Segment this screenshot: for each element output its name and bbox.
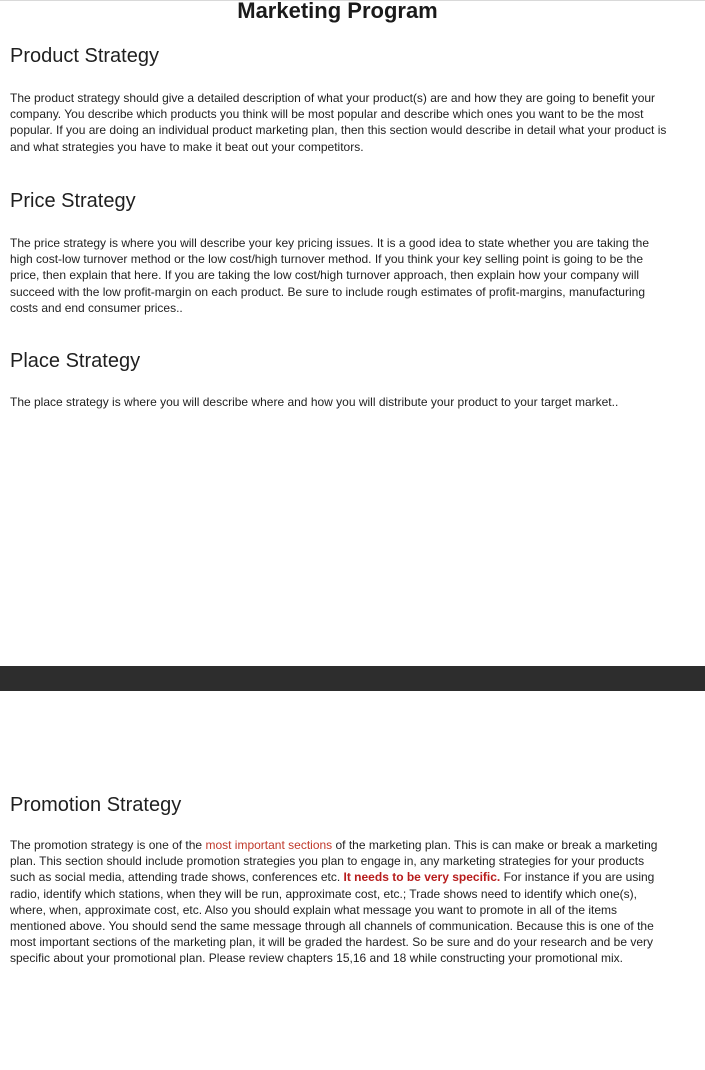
product-strategy-body: The product strategy should give a detailed description of what your product(s) are and how they are going to benefit your company. You describe which products you think will be most popular and describe which ones you want to be the most popular. If you are doing an individual product marketing plan, then this section would describe in detail what your product is and what strategies you have to make it beat out your competitors. — [10, 91, 667, 154]
place-strategy-heading: Place Strategy — [10, 350, 141, 372]
page-separator — [0, 666, 705, 691]
promotion-strategy-heading: Promotion Strategy — [10, 794, 182, 816]
price-strategy-body: The price strategy is where you will describe your key pricing issues. It is a good idea to state whether you are taking the high cost-low turnover method or the low cost/high turnover method. If you think your key selling point is going to be the price, then explain that here. If you are taking the low cost/high turnover approach, then explain how your company will succeed with the low profit-margin on each product. Be sure to include rough estimates of profit-margins, manufacturing costs and end consumer prices.. — [10, 236, 649, 315]
document-title: Marketing Program — [237, 0, 438, 23]
promotion-highlight-text: most important sections — [205, 838, 333, 852]
promotion-body-part-1: The promotion strategy is one of the — [10, 838, 206, 852]
promotion-strategy-body — [10, 837, 670, 967]
promotion-body-part-2: of the marketing plan. This is can make or break a marketing plan. This section should include promotion strategies you plan to engage in, any marketing strategies for your products such as social media, attending trade shows, conferences etc. — [10, 838, 658, 885]
document-page-2 — [0, 691, 705, 1070]
place-strategy-body: The place strategy is where you will describe where and how you will distribute your product to your target market.. — [10, 395, 619, 409]
promotion-emphasis-text: It needs to be very specific. — [343, 870, 501, 885]
price-strategy-heading: Price Strategy — [10, 190, 136, 212]
promotion-body-part-3: For instance if you are using radio, identify which stations, when they will be run, approximate cost, etc.; Trade shows need to identify which one(s), where, when, approximate cost, etc. Also you should explain what message you want to promote in all of the items mentioned above. You should send the same message through all channels of communication. Because this is one of the most important sections of the marketing plan, it will be graded the hardest. So be sure and do your research and be very specific about your promotional plan. Please review chapters 15,16 and 18 while constructing your promotional mix. — [10, 870, 655, 966]
product-strategy-heading: Product Strategy — [10, 45, 159, 67]
